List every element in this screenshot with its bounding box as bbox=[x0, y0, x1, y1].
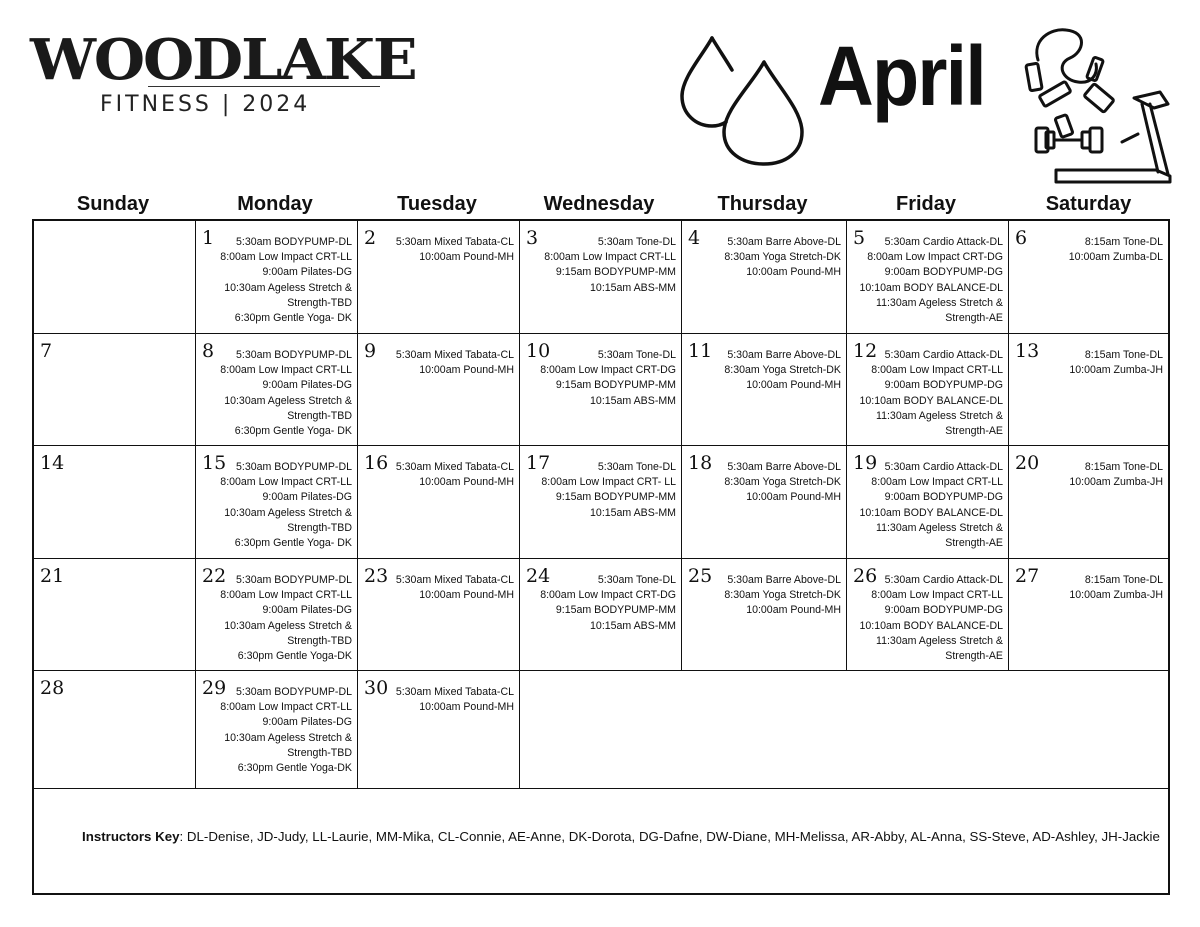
class-entry: 10:00am Pound-MH bbox=[746, 379, 841, 392]
class-schedule bbox=[724, 573, 841, 619]
class-schedule bbox=[860, 348, 1003, 439]
day-cell-26 bbox=[847, 559, 1009, 671]
class-entry: 9:00am BODYPUMP-DG bbox=[884, 379, 1003, 392]
class-entry: 8:00am Low Impact CRT-LL bbox=[871, 589, 1003, 602]
gym-equipment-icon bbox=[1022, 24, 1174, 186]
class-entry: 10:00am Pound-MH bbox=[419, 476, 514, 489]
class-entry: 9:00am BODYPUMP-DG bbox=[884, 604, 1003, 617]
day-number: 13 bbox=[1015, 340, 1040, 362]
class-entry: 10:00am Pound-MH bbox=[419, 364, 514, 377]
class-schedule bbox=[860, 460, 1003, 551]
class-entry: 10:15am ABS-MM bbox=[590, 619, 676, 632]
day-number: 24 bbox=[526, 565, 551, 587]
class-entry: Strength-TBD bbox=[287, 296, 352, 309]
day-cell-1 bbox=[196, 221, 358, 334]
day-cell-15 bbox=[196, 446, 358, 559]
class-entry: 5:30am BODYPUMP-DL bbox=[236, 349, 352, 361]
day-cell-18 bbox=[682, 446, 847, 559]
class-schedule bbox=[1069, 460, 1163, 490]
class-entry: 8:15am Tone-DL bbox=[1084, 461, 1163, 473]
empty-day-cell bbox=[34, 221, 196, 334]
day-number: 25 bbox=[688, 565, 713, 587]
day-cell-14 bbox=[34, 446, 196, 559]
class-schedule bbox=[540, 573, 676, 634]
class-entry: 8:00am Low Impact CRT-LL bbox=[220, 589, 352, 602]
class-entry: 5:30am BODYPUMP-DL bbox=[236, 574, 352, 586]
class-entry: Strength-AE bbox=[945, 425, 1003, 438]
class-entry: 5:30am Mixed Tabata-CL bbox=[395, 349, 514, 361]
class-entry: Strength-TBD bbox=[287, 746, 352, 759]
class-entry: 9:15am BODYPUMP-MM bbox=[555, 266, 676, 279]
class-entry: 10:30am Ageless Stretch & bbox=[224, 506, 352, 519]
class-entry: 5:30am Mixed Tabata-CL bbox=[395, 686, 514, 698]
day-number: 11 bbox=[688, 340, 713, 362]
class-entry: 5:30am Cardio Attack-DL bbox=[884, 236, 1003, 248]
day-number: 28 bbox=[40, 677, 65, 699]
class-entry: 10:00am Pound-MH bbox=[746, 266, 841, 279]
class-entry: 10:00am Pound-MH bbox=[746, 604, 841, 617]
class-entry: 10:30am Ageless Stretch & bbox=[224, 619, 352, 632]
class-entry: 8:15am Tone-DL bbox=[1084, 236, 1163, 248]
class-entry: 10:00am Pound-MH bbox=[419, 589, 514, 602]
weekday-saturday: Saturday bbox=[1045, 193, 1132, 215]
instructors-key-label: Instructors Key bbox=[82, 829, 180, 844]
weekday-monday: Monday bbox=[237, 193, 313, 215]
brand-subtitle: FITNESS | 2024 bbox=[100, 92, 311, 117]
class-entry: 6:30pm Gentle Yoga- DK bbox=[234, 537, 352, 550]
class-entry: 5:30am BODYPUMP-DL bbox=[236, 461, 352, 473]
class-entry: 5:30am BODYPUMP-DL bbox=[236, 686, 352, 698]
class-entry: 8:00am Low Impact CRT-DG bbox=[867, 251, 1003, 264]
day-number: 23 bbox=[364, 565, 389, 587]
class-entry: 6:30pm Gentle Yoga- DK bbox=[234, 312, 352, 325]
day-cell-5 bbox=[847, 221, 1009, 334]
class-entry: 8:00am Low Impact CRT- LL bbox=[541, 476, 676, 489]
class-entry: 8:30am Yoga Stretch-DK bbox=[724, 589, 841, 602]
class-schedule bbox=[220, 573, 352, 664]
day-cell-23 bbox=[358, 559, 520, 671]
day-number: 8 bbox=[202, 340, 215, 362]
instructors-key-list: : DL-Denise, JD-Judy, LL-Laurie, MM-Mika, CL-Connie, AE-Anne, DK-Dorota, DG-Dafne, DW-Diane, MH-Melissa, AR-Abby, AL-Anna, SS-Steve, AD-Ashley, JH-Jackie bbox=[179, 829, 1160, 844]
day-cell-10 bbox=[520, 334, 682, 446]
day-cell-11 bbox=[682, 334, 847, 446]
day-number: 4 bbox=[688, 227, 701, 249]
class-entry: 5:30am Barre Above-DL bbox=[727, 349, 841, 361]
class-entry: 6:30pm Gentle Yoga-DK bbox=[237, 762, 352, 775]
class-entry: 5:30am Tone-DL bbox=[597, 461, 676, 473]
class-entry: 5:30am Cardio Attack-DL bbox=[884, 574, 1003, 586]
class-schedule bbox=[396, 348, 514, 378]
day-cell-27 bbox=[1009, 559, 1168, 671]
instructors-key-text bbox=[82, 829, 1160, 844]
class-entry: 5:30am Mixed Tabata-CL bbox=[395, 574, 514, 586]
day-cell-7 bbox=[34, 334, 196, 446]
day-cell-4 bbox=[682, 221, 847, 334]
class-entry: 5:30am Barre Above-DL bbox=[727, 236, 841, 248]
class-schedule bbox=[396, 573, 514, 603]
class-entry: 8:00am Low Impact CRT-LL bbox=[220, 364, 352, 377]
class-entry: 5:30am Cardio Attack-DL bbox=[884, 349, 1003, 361]
day-cell-20 bbox=[1009, 446, 1168, 559]
class-entry: 8:00am Low Impact CRT-LL bbox=[220, 701, 352, 714]
class-entry: 9:15am BODYPUMP-MM bbox=[555, 604, 676, 617]
class-entry: 9:00am Pilates-DG bbox=[262, 379, 352, 392]
class-entry: 10:10am BODY BALANCE-DL bbox=[859, 281, 1003, 294]
class-entry: Strength-AE bbox=[945, 650, 1003, 663]
class-entry: 10:00am Pound-MH bbox=[419, 251, 514, 264]
day-cell-16 bbox=[358, 446, 520, 559]
class-schedule bbox=[1069, 348, 1163, 378]
day-cell-8 bbox=[196, 334, 358, 446]
class-entry: 10:00am Zumba-JH bbox=[1069, 476, 1163, 489]
day-number: 27 bbox=[1015, 565, 1040, 587]
weekday-tuesday: Tuesday bbox=[397, 193, 477, 215]
class-entry: 8:15am Tone-DL bbox=[1084, 574, 1163, 586]
class-entry: 9:00am BODYPUMP-DG bbox=[884, 491, 1003, 504]
class-entry: 11:30am Ageless Stretch & bbox=[875, 296, 1003, 309]
class-entry: 5:30am BODYPUMP-DL bbox=[236, 236, 352, 248]
class-schedule bbox=[220, 685, 352, 776]
class-entry: 9:15am BODYPUMP-MM bbox=[555, 379, 676, 392]
day-number: 29 bbox=[202, 677, 227, 699]
class-schedule bbox=[724, 348, 841, 394]
class-entry: 8:00am Low Impact CRT-LL bbox=[871, 364, 1003, 377]
class-entry: 8:30am Yoga Stretch-DK bbox=[724, 364, 841, 377]
day-number: 19 bbox=[853, 452, 878, 474]
empty-calendar-area bbox=[520, 671, 1168, 789]
class-entry: 9:00am Pilates-DG bbox=[262, 491, 352, 504]
class-entry: 10:00am Pound-MH bbox=[419, 701, 514, 714]
brand-logo bbox=[30, 27, 416, 117]
class-entry: 8:30am Yoga Stretch-DK bbox=[724, 476, 841, 489]
class-entry: 8:00am Low Impact CRT-DG bbox=[540, 589, 676, 602]
class-entry: 8:30am Yoga Stretch-DK bbox=[724, 251, 841, 264]
class-schedule bbox=[544, 235, 676, 296]
day-number: 2 bbox=[364, 227, 377, 249]
class-entry: 10:00am Pound-MH bbox=[746, 491, 841, 504]
class-schedule bbox=[220, 460, 352, 551]
day-cell-22 bbox=[196, 559, 358, 671]
class-entry: 9:00am Pilates-DG bbox=[262, 716, 352, 729]
day-number: 14 bbox=[40, 452, 65, 474]
class-entry: Strength-AE bbox=[945, 312, 1003, 325]
class-schedule bbox=[396, 685, 514, 715]
class-entry: 9:00am Pilates-DG bbox=[262, 266, 352, 279]
month-title: April bbox=[818, 29, 985, 123]
class-entry: 10:10am BODY BALANCE-DL bbox=[859, 506, 1003, 519]
class-schedule bbox=[724, 460, 841, 506]
weekday-header bbox=[32, 193, 1170, 219]
day-number: 3 bbox=[526, 227, 539, 249]
class-schedule bbox=[541, 460, 676, 521]
class-entry: Strength-TBD bbox=[287, 634, 352, 647]
day-number: 5 bbox=[853, 227, 866, 249]
class-schedule bbox=[396, 235, 514, 265]
day-number: 9 bbox=[364, 340, 377, 362]
class-entry: 9:00am Pilates-DG bbox=[262, 604, 352, 617]
day-number: 1 bbox=[202, 227, 215, 249]
class-entry: 10:30am Ageless Stretch & bbox=[224, 731, 352, 744]
class-entry: 10:00am Zumba-JH bbox=[1069, 589, 1163, 602]
class-schedule bbox=[396, 460, 514, 490]
class-entry: 11:30am Ageless Stretch & bbox=[875, 521, 1003, 534]
class-entry: 8:00am Low Impact CRT-LL bbox=[220, 251, 352, 264]
class-entry: 10:10am BODY BALANCE-DL bbox=[859, 394, 1003, 407]
day-cell-17 bbox=[520, 446, 682, 559]
class-entry: 5:30am Tone-DL bbox=[597, 349, 676, 361]
class-entry: 9:00am BODYPUMP-DG bbox=[884, 266, 1003, 279]
class-entry: 10:10am BODY BALANCE-DL bbox=[859, 619, 1003, 632]
class-entry: 10:00am Zumba-DL bbox=[1068, 251, 1163, 264]
class-entry: 11:30am Ageless Stretch & bbox=[875, 634, 1003, 647]
class-entry: 10:15am ABS-MM bbox=[590, 394, 676, 407]
class-schedule bbox=[1069, 573, 1163, 603]
day-number: 7 bbox=[40, 340, 53, 362]
class-entry: 5:30am Mixed Tabata-CL bbox=[395, 236, 514, 248]
class-entry: 5:30am Barre Above-DL bbox=[727, 461, 841, 473]
brand-rule bbox=[148, 86, 380, 87]
class-schedule bbox=[540, 348, 676, 409]
day-cell-21 bbox=[34, 559, 196, 671]
day-cell-28 bbox=[34, 671, 196, 789]
day-cell-6 bbox=[1009, 221, 1168, 334]
class-entry: 8:00am Low Impact CRT-LL bbox=[220, 476, 352, 489]
day-number: 21 bbox=[40, 565, 65, 587]
class-schedule bbox=[1069, 235, 1163, 265]
calendar-grid bbox=[32, 219, 1170, 895]
day-cell-25 bbox=[682, 559, 847, 671]
class-schedule bbox=[860, 235, 1003, 326]
day-number: 20 bbox=[1015, 452, 1040, 474]
class-entry: 5:30am Tone-DL bbox=[597, 574, 676, 586]
class-schedule bbox=[860, 573, 1003, 664]
weekday-friday: Friday bbox=[895, 193, 957, 215]
class-entry: 8:00am Low Impact CRT-DG bbox=[540, 364, 676, 377]
day-cell-3 bbox=[520, 221, 682, 334]
class-schedule bbox=[724, 235, 841, 281]
day-cell-19 bbox=[847, 446, 1009, 559]
class-schedule bbox=[220, 348, 352, 439]
day-number: 10 bbox=[526, 340, 551, 362]
day-number: 15 bbox=[202, 452, 227, 474]
class-entry: 10:30am Ageless Stretch & bbox=[224, 394, 352, 407]
day-cell-2 bbox=[358, 221, 520, 334]
class-entry: Strength-TBD bbox=[287, 521, 352, 534]
day-cell-9 bbox=[358, 334, 520, 446]
day-number: 22 bbox=[202, 565, 227, 587]
weekday-thursday: Thursday bbox=[717, 193, 808, 215]
class-entry: 10:15am ABS-MM bbox=[590, 506, 676, 519]
class-entry: 9:15am BODYPUMP-MM bbox=[555, 491, 676, 504]
class-entry: Strength-AE bbox=[945, 537, 1003, 550]
class-entry: 8:00am Low Impact CRT-LL bbox=[871, 476, 1003, 489]
class-entry: 8:15am Tone-DL bbox=[1084, 349, 1163, 361]
class-entry: 5:30am Barre Above-DL bbox=[727, 574, 841, 586]
day-number: 26 bbox=[853, 565, 878, 587]
weekday-wednesday: Wednesday bbox=[543, 193, 655, 215]
weekday-sunday: Sunday bbox=[76, 193, 150, 215]
day-cell-13 bbox=[1009, 334, 1168, 446]
day-cell-24 bbox=[520, 559, 682, 671]
day-number: 30 bbox=[364, 677, 389, 699]
instructors-key bbox=[34, 789, 1168, 893]
class-schedule bbox=[220, 235, 352, 326]
class-entry: 6:30pm Gentle Yoga-DK bbox=[237, 650, 352, 663]
class-entry: Strength-TBD bbox=[287, 409, 352, 422]
day-cell-29 bbox=[196, 671, 358, 789]
day-number: 18 bbox=[688, 452, 713, 474]
class-entry: 5:30am Cardio Attack-DL bbox=[884, 461, 1003, 473]
day-number: 17 bbox=[526, 452, 551, 474]
water-drops-icon bbox=[678, 34, 808, 168]
class-entry: 8:00am Low Impact CRT-LL bbox=[544, 251, 676, 264]
day-cell-12 bbox=[847, 334, 1009, 446]
day-number: 6 bbox=[1015, 227, 1028, 249]
class-entry: 6:30pm Gentle Yoga- DK bbox=[234, 425, 352, 438]
class-entry: 10:30am Ageless Stretch & bbox=[224, 281, 352, 294]
class-entry: 10:00am Zumba-JH bbox=[1069, 364, 1163, 377]
class-entry: 11:30am Ageless Stretch & bbox=[875, 409, 1003, 422]
class-entry: 5:30am Mixed Tabata-CL bbox=[395, 461, 514, 473]
class-entry: 10:15am ABS-MM bbox=[590, 281, 676, 294]
day-number: 12 bbox=[853, 340, 878, 362]
class-entry: 5:30am Tone-DL bbox=[597, 236, 676, 248]
brand-name: WOODLAKE bbox=[30, 27, 416, 93]
day-number: 16 bbox=[364, 452, 389, 474]
day-cell-30 bbox=[358, 671, 520, 789]
